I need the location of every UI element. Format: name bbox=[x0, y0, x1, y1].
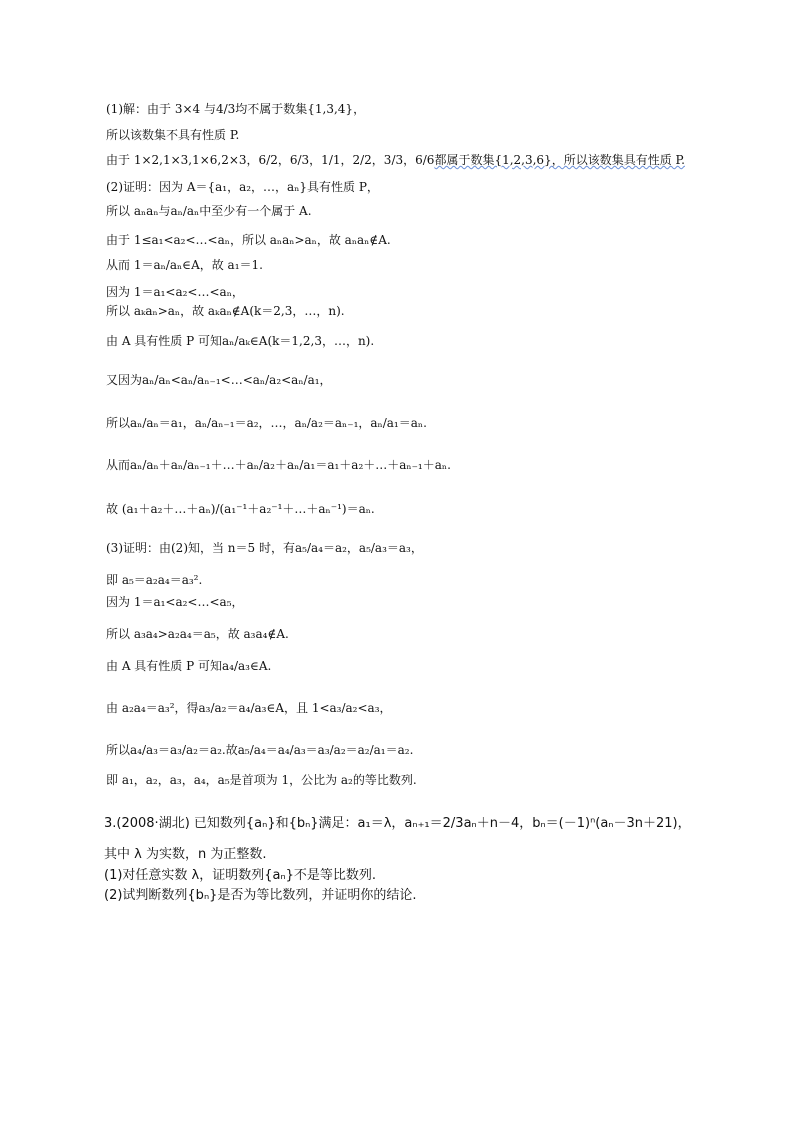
question-part1: (1)对任意实数 λ，证明数列{aₙ}不是等比数列. bbox=[104, 868, 377, 883]
part2-line3: 由于 1≤a₁<a₂<…<aₙ，所以 aₙaₙ>aₙ，故 aₙaₙ∉A. bbox=[106, 233, 391, 247]
part2-line7: 由 A 具有性质 P 可知aₙ/aₖ∈A(k＝1,2,3，…，n). bbox=[106, 334, 375, 348]
part1-line2: 所以该数集不具有性质 P. bbox=[106, 128, 240, 142]
part3-line2: 即 a₅＝a₂a₄＝a₃². bbox=[106, 573, 203, 587]
part3-line5: 由 A 具有性质 P 可知a₄/a₃∈A. bbox=[106, 659, 272, 673]
question-condition: 其中 λ 为实数，n 为正整数. bbox=[104, 847, 267, 862]
part2-line4: 从而 1＝aₙ/aₙ∈A，故 a₁＝1. bbox=[106, 258, 263, 272]
part3-line6: 由 a₂a₄＝a₃²，得a₃/a₂＝a₄/a₃∈A，且 1<a₃/a₂<a₃， bbox=[106, 701, 392, 715]
part2-line11: 故 (a₁＋a₂＋…＋aₙ)/(a₁⁻¹＋a₂⁻¹＋…＋aₙ⁻¹)＝aₙ. bbox=[106, 502, 375, 516]
part1-line3 bbox=[106, 153, 685, 168]
part3-line7: 所以a₄/a₃＝a₃/a₂＝a₂.故a₅/a₄＝a₄/a₃＝a₃/a₂＝a₂/a₁＝a₂. bbox=[106, 743, 414, 757]
part3-line4: 所以 a₃a₄>a₂a₄＝a₅，故 a₃a₄∉A. bbox=[106, 627, 289, 641]
part2-line1: (2)证明：因为 A＝{a₁，a₂，…，aₙ}具有性质 P， bbox=[106, 180, 379, 194]
part2-line10: 从而aₙ/aₙ＋aₙ/aₙ₋₁＋…＋aₙ/a₂＋aₙ/a₁＝a₁＋a₂＋…＋aₙ₋₁＋aₙ. bbox=[106, 458, 451, 472]
part3-line3: 因为 1＝a₁<a₂<…<a₅， bbox=[106, 595, 244, 609]
part1-line1: (1)解：由于 3×4 与4/3均不属于数集{1,3,4}， bbox=[106, 102, 366, 116]
part3-line1: (3)证明：由(2)知，当 n＝5 时，有a₅/a₄＝a₂，a₅/a₃＝a₃， bbox=[106, 541, 423, 555]
part2-line5: 因为 1＝a₁<a₂<…<aₙ， bbox=[106, 285, 244, 299]
part2-line6: 所以 aₖaₙ>aₙ，故 aₖaₙ∉A(k＝2,3，…，n). bbox=[106, 304, 345, 318]
part3-line8: 即 a₁，a₂，a₃，a₄，a₅是首项为 1，公比为 a₂的等比数列. bbox=[106, 773, 417, 787]
part1-line3-start: 由于 1×2,1×3,1×6,2×3，6/2，6/3，1/1，2/2，3/3，6/6 bbox=[106, 153, 435, 167]
question-stem: 3.(2008·湖北) 已知数列{aₙ}和{bₙ}满足：a₁＝λ，aₙ₊₁＝2/3aₙ＋n－4，bₙ＝(－1)ⁿ(aₙ－3n＋21)， bbox=[104, 816, 691, 831]
part1-line3-underlined: 都属于数集{1,2,3,6}，所以该数集具有性质 P. bbox=[434, 153, 685, 167]
part2-line2: 所以 aₙaₙ与aₙ/aₙ中至少有一个属于 A. bbox=[106, 204, 312, 218]
question-part2: (2)试判断数列{bₙ}是否为等比数列，并证明你的结论. bbox=[104, 888, 417, 903]
part2-line8: 又因为aₙ/aₙ<aₙ/aₙ₋₁<…<aₙ/a₂<aₙ/a₁， bbox=[106, 373, 332, 387]
part2-line9: 所以aₙ/aₙ＝a₁，aₙ/aₙ₋₁＝a₂，…，aₙ/a₂＝aₙ₋₁，aₙ/a₁＝aₙ. bbox=[106, 416, 427, 430]
